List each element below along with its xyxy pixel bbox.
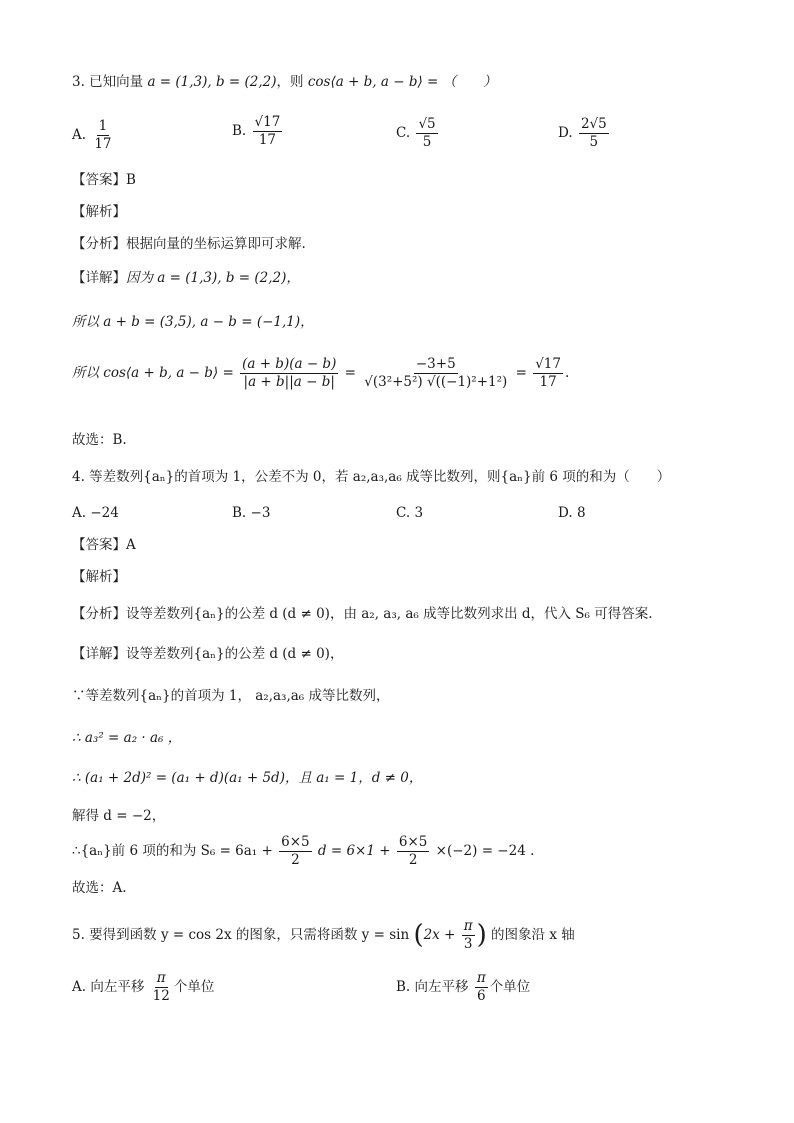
q4-fenxi: 【分析】设等差数列{aₙ}的公差 d (d ≠ 0)，由 a₂, a₃, a₆ 成等比数列求出 d，代入 S₆ 可得答案.	[72, 606, 653, 622]
q3-xiangjie: 【详解】因为 a = (1,3), b = (2,2)，	[72, 270, 300, 286]
q3-answer: 【答案】B	[72, 172, 136, 188]
q5-option-b: B. 向左平移 $\frac{\pi}{6}$ 个单位	[396, 970, 531, 1004]
q4-option-c: C. 3	[396, 505, 424, 521]
q3-jiexi: 【解析】	[72, 204, 126, 220]
q4-conclusion: 故选：A.	[72, 880, 127, 896]
q4-option-a: A. −24	[72, 505, 119, 521]
q4-step-2: ∴ a₃² = a₂ · a₆ ，	[72, 730, 182, 746]
q4-stem: 4. 等差数列{aₙ}的首项为 1，公差不为 0，若 a₂,a₃,a₆ 成等比数列，则{aₙ}前 6 项的和为（ ）	[72, 469, 671, 485]
q5-stem: 5. 要得到函数 y = cos 2x 的图象，只需将函数 y = sin (2x + $\frac{\pi}{3}$ ) 的图象沿 x 轴	[72, 918, 575, 952]
q3-option-c: C. $\frac{√5}{5}$	[396, 116, 436, 150]
q3-step-2: 所以 a + b = (3,5), a − b = (−1,1)，	[72, 314, 314, 330]
q3-fenxi: 【分析】根据向量的坐标运算即可求解.	[72, 236, 306, 252]
q4-step-3: ∴ (a₁ + 2d)² = (a₁ + d)(a₁ + 5d)，且 a₁ = 1，d ≠ 0，	[72, 770, 423, 786]
q5-option-a: A. 向左平移 $\frac{\pi}{12}$ 个单位	[72, 970, 215, 1004]
q3-step-3: 所以 cos⟨a + b, a − b⟩ = $\frac{(a + b)(a - b)}{|a + b||a - b|}$ = $\frac{-3+5}{\text{√(3²+5²) √((−1)²+1²)}}$ = $\frac{√17}{17}$ .	[72, 356, 570, 390]
q3-option-b: B. $\frac{√17}{17}$	[232, 114, 281, 148]
q4-step-1: ∵等差数列{aₙ}的首项为 1， a₂,a₃,a₆ 成等比数列，	[72, 688, 390, 704]
q4-xiangjie: 【详解】设等差数列{aₙ}的公差 d (d ≠ 0)，	[72, 646, 344, 662]
q4-option-d: D. 8	[558, 505, 586, 521]
q4-answer: 【答案】A	[72, 537, 136, 553]
q4-step-5: ∴{aₙ}前 6 项的和为 S₆ = 6a₁ + $\frac{6\times 5}{2}$ d = 6×1 + $\frac{6\times 5}{2}$ ×(−2) = −24 .	[72, 834, 535, 868]
q4-step-4: 解得 d = −2，	[72, 808, 166, 824]
q4-option-b: B. −3	[232, 505, 271, 521]
q4-jiexi: 【解析】	[72, 569, 126, 585]
q3-option-a: A. $\frac{1}{17}$	[72, 118, 112, 152]
q3-stem: 3. 已知向量 a = (1,3), b = (2,2)，则 cos⟨a + b, a − b⟩ = （ ）	[72, 74, 497, 90]
q3-conclusion: 故选：B.	[72, 432, 127, 448]
q3-option-d: D. $\frac{2√5}{5}$	[558, 116, 607, 150]
